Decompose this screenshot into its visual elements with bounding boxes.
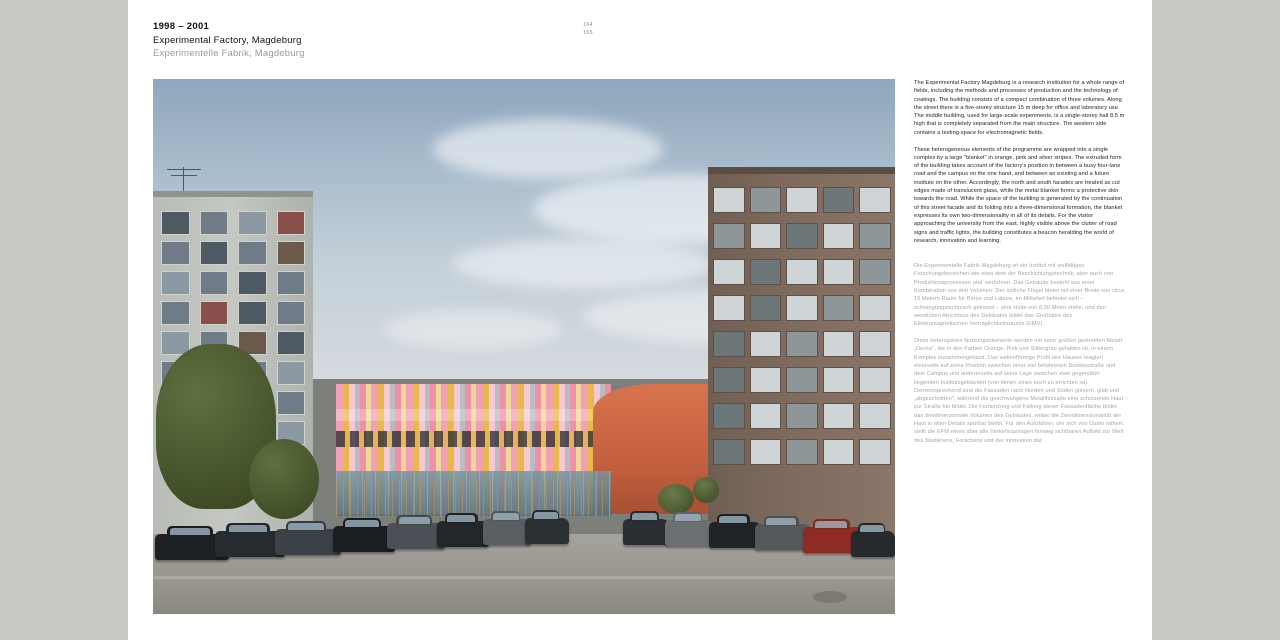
book-page (128, 0, 1152, 640)
window (277, 331, 306, 355)
parked-car (665, 520, 713, 546)
cloud (453, 239, 713, 289)
window (823, 223, 855, 249)
manhole-cover (813, 591, 847, 603)
window (750, 223, 782, 249)
window (161, 241, 190, 265)
window (750, 403, 782, 429)
tree (249, 439, 319, 519)
parked-car (483, 519, 531, 545)
window (277, 241, 306, 265)
folio-page-numbers (583, 22, 593, 37)
window (713, 439, 745, 465)
parked-car (437, 521, 489, 547)
cloud (383, 309, 563, 349)
window (859, 223, 891, 249)
window (750, 259, 782, 285)
window (750, 295, 782, 321)
project-years: 1998 – 2001 (153, 21, 210, 32)
window (786, 367, 818, 393)
window (786, 223, 818, 249)
window (161, 301, 190, 325)
window (238, 271, 267, 295)
window (277, 391, 306, 415)
window (277, 361, 306, 385)
window (823, 403, 855, 429)
window (277, 271, 306, 295)
english-paragraph-1: The Experimental Factory Magdeburg is a research institution for a whole range of fields, including the methods and processes of production and the technology of coatings. The building consists of a compact combination of three volumes. Along the street there is a five-storey structure 15 m deep for office and laboratory use. The middle building, used for large-scale experiments, is a single-storey hall 8.5 m high that is completely separated from the main structure. The western side contains a testing-space for electromagnetic fields. (914, 80, 1125, 136)
window (200, 271, 229, 295)
construction-fence (336, 479, 616, 517)
window (713, 259, 745, 285)
german-paragraph-2: Diese heterogenen Nutzungselemente werden mit einer großen gestreiften Metall-„Decke", die in den Farben Orange, Pink und Silbergrau gehalten ist, in einem Komplex zusammengefasst. Das wellenförmige Profil des Hauses reagiert einerseits auf seine Position zwischen einer viel befahrenen Bundesstraße und dem Campus und andererseits auf seine Lage zwischen zwei gegenüber liegenden Institutsgebäuden (von denen eines noch zu errichten ist). Dementsprechend sind die Fassaden nach Norden und Süden gläsern, glatt und „abgeschnitten", während die geschwungene Metallfassade eine schützende Haut zur Straße hin bildet. Die Fortsetzung und Faltung dieser Fassadenfläche bildet das dreidimensionale Volumen des Gebäudes, wobei die Zweidimensionalität der Haut in allen Details spürbar bleibt. Für den Autofahrer, der sich von Osten nähert, stellt die EFM einen über alle Verkehrsanlagen hinweg sichtbaren Auftakt zur Welt des Studierens, Forschens und der Innovation dar. (914, 338, 1125, 444)
roof-antenna (183, 167, 184, 193)
photo-illustration (153, 79, 895, 614)
window (786, 259, 818, 285)
window (823, 295, 855, 321)
window (859, 259, 891, 285)
window (750, 187, 782, 213)
shrub (658, 484, 694, 514)
window (713, 295, 745, 321)
parked-car (275, 529, 341, 555)
window (859, 367, 891, 393)
window (786, 187, 818, 213)
window (200, 241, 229, 265)
shrub (693, 477, 719, 503)
german-text-block (914, 262, 1126, 445)
window (238, 301, 267, 325)
project-title-en: Experimental Factory, Magdeburg (153, 34, 302, 46)
right-building-windows (713, 187, 891, 465)
window (859, 187, 891, 213)
parked-car (851, 531, 895, 557)
project-photograph (153, 79, 895, 614)
page-header (153, 20, 573, 61)
folio-right-page: 165 (583, 29, 593, 36)
cloud (433, 119, 663, 179)
window (750, 331, 782, 357)
window (750, 439, 782, 465)
english-paragraph-2: These heterogeneous elements of the programme are wrapped into a single complex by a large "blanket" in orange, pink and silver stripes. The extruded form of the building takes account of the factory's position in between a busy four-lane road and the campus on the one hand, and between an existing and a future institute on the other. Accordingly, the north and south facades are treated as cut edges made of translucent glass, while the metal blanket forms a protective skin towards the road. While the space of the building is generated by the continuation of this street facade and its folding into a three-dimensional formation, the blanket expresses its own two-dimensionality in all of its details. For the visitor approaching the university from the east, highly visible above the clutter of road signs and traffic lights, the building constitutes a beacon heralding the world of research, innovation and learning. (914, 146, 1123, 244)
window (750, 367, 782, 393)
window (713, 187, 745, 213)
parked-car (525, 518, 569, 544)
window (713, 367, 745, 393)
window (161, 211, 190, 235)
window (859, 331, 891, 357)
window (823, 439, 855, 465)
parked-car (333, 526, 395, 552)
window (823, 367, 855, 393)
facade-band (336, 409, 611, 421)
parked-car (623, 519, 669, 545)
window (786, 331, 818, 357)
window (200, 301, 229, 325)
window (277, 301, 306, 325)
text-column (914, 79, 1126, 453)
window (713, 223, 745, 249)
facade-window-row (336, 431, 611, 447)
asphalt-foreground (153, 579, 895, 614)
window (786, 295, 818, 321)
window (238, 211, 267, 235)
window (823, 187, 855, 213)
german-paragraph-1: Die Experimentelle Fabrik Magdeburg ist ein Institut mit vielfältigen Forschungsbereichen wie etwa dem der Beschichtungstechnik, aber auch von Produktionsprozessen und -verfahren. Das Gebäude besteht aus einer Kombination von drei Volumen: Der östliche Flügel bietet mit einer Breite von circa 15 Metern Raum für Büros und Labore, im Mittelteil befindet sich – schwingungstechnisch getrennt – eine Halle von 8,50 Meter Höhe, und den westlichen Abschluss des Gebäudes bildet das Großlabor des Elektromagnetischen Verträglichkeitsraums (EMV). (914, 263, 1125, 328)
window (786, 439, 818, 465)
parked-car (709, 522, 761, 548)
window (823, 259, 855, 285)
antenna-crossbar (171, 175, 197, 176)
window (238, 241, 267, 265)
window (200, 211, 229, 235)
window (823, 331, 855, 357)
antenna-crossbar (167, 169, 201, 170)
window (859, 403, 891, 429)
page-content (128, 0, 1152, 640)
project-title-de: Experimentelle Fabrik, Magdeburg (153, 48, 305, 59)
window (859, 439, 891, 465)
window (277, 211, 306, 235)
folio-left-page: 164 (583, 22, 593, 28)
window (161, 271, 190, 295)
window (786, 403, 818, 429)
window (713, 331, 745, 357)
window (713, 403, 745, 429)
window (859, 295, 891, 321)
